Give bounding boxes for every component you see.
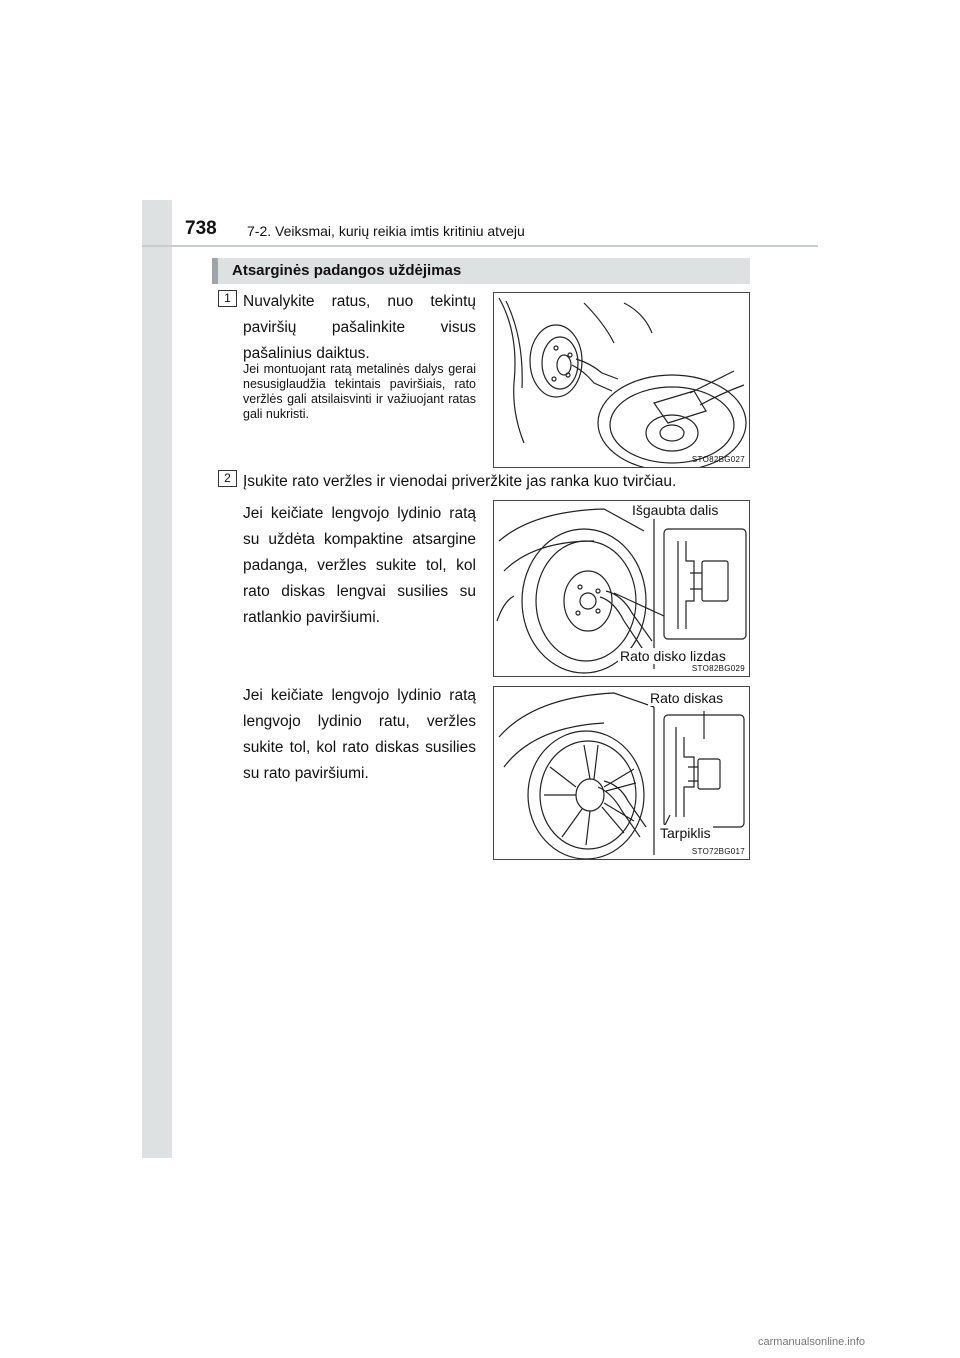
figure-alloy-wheel [493,686,750,860]
section-header [212,258,750,284]
step-2-text: Įsukite rato veržles ir vienodai priveržkite jas ranka kuo tvirčiau. [243,473,677,490]
side-bar [142,200,172,1158]
compact-spare-paragraph: Jei keičiate lengvojo lydinio ratą su uždėta kompaktine atsargine padanga, veržles sukite tol, kol rato diskas lengvai susilies su ratlankio paviršiumi. [243,505,476,626]
figure-code: STO82BG027 [691,455,745,464]
page-number: 738 [185,218,217,239]
step-number-2: 2 [218,470,237,487]
chapter-title: 7-2. Veiksmai, kurių reikia imtis kritiniu atveju [247,223,525,239]
step-number-1: 1 [218,290,237,307]
figure-code: STO82BG029 [691,664,745,673]
figure-code: STO72BG017 [691,847,745,856]
label-washer: Tarpiklis [660,825,711,841]
label-wheel-seat: Rato disko lizdas [620,648,726,664]
step-1-text: Nuvalykite ratus, nuo tekintų paviršių pašalinkite visus pašalinius daiktus. [243,293,476,362]
figure-wheel-cleaning [493,292,750,468]
alloy-wheel-paragraph: Jei keičiate lengvojo lydinio ratą lengvojo lydinio ratu, veržles sukite tol, kol rato diskas susilies su rato paviršiumi. [243,687,476,782]
label-wheel-disc: Rato diskas [650,690,724,706]
header-divider [142,245,818,247]
step-1-note: Jei montuojant ratą metalinės dalys gerai nesusiglaudžia tekintais paviršiais, rato veržlės gali atsilaisvinti ir važiuojant ratas gali nukristi. [243,362,476,421]
watermark-text: carmanualsonline.info [758,1336,866,1348]
label-convex-part: Išgaubta dalis [632,502,719,518]
wheel-cleaning-illustration [494,293,750,468]
section-title: Atsarginės padangos uždėjimas [232,262,462,279]
figure-compact-spare [493,500,750,677]
